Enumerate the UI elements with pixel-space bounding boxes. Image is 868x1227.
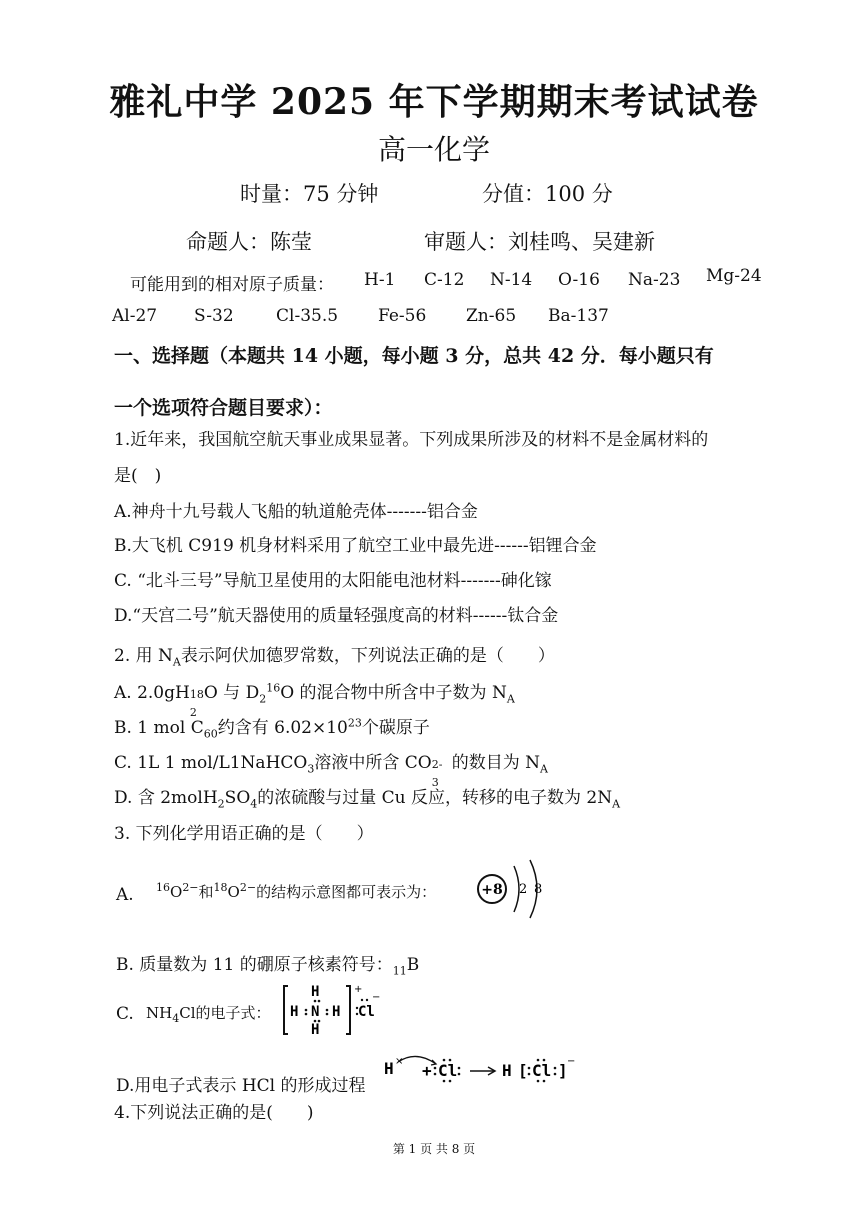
svg-text:H: H [311,984,320,1000]
exam-reviewer: 审题人：刘桂鸣、吴建新 [424,230,655,254]
question-3-option-c: $NH_4Cl$的电子式： [146,1004,271,1025]
atomic-mass-item: Ba-137 [548,306,609,326]
question-2-stem: 2. 用 $N_A$表示阿伏加德罗常数，下列说法正确的是（ ） [114,646,555,669]
shell-2-count: 8 [534,882,543,897]
atomic-mass-item: Na-23 [628,270,681,290]
atomic-mass-item: C-12 [424,270,465,290]
atomic-mass-item: Cl-35.5 [276,306,339,326]
svg-text:Cl: Cl [532,1061,552,1080]
question-1-option-b: B.大飞机 C919 机身材料采用了航空工业中最先进------铝锂合金 [114,536,597,556]
atomic-mass-label: 可能用到的相对原子质量： [130,275,334,295]
atomic-mass-item: N-14 [490,270,533,290]
svg-text:×: × [395,1056,404,1067]
svg-text:H: H [502,1061,512,1080]
exam-title: 雅礼中学 2025 年下学期期末考试试卷 [109,81,759,123]
ammonium-chloride-electron-formula [282,980,392,1040]
svg-text:−: − [372,992,381,1003]
question-1-stem-cont: 是( ) [114,466,162,486]
section-heading: 一、选择题（本题共 14 小题，每小题 3 分，总共 42 分．每小题只有 [114,345,714,367]
question-2-option-b: B. 1 mol $C_{60}$约含有 $6.02\times 10^{23}$个碳原子 [114,716,430,741]
question-1-stem: 1.近年来，我国航空航天事业成果显著。下列成果所涉及的材料不是金属材料的 [114,430,709,450]
exam-subject: 高一化学 [377,133,490,166]
question-1-option-a: A.神舟十九号载人飞船的轨道舱壳体-------铝合金 [114,502,478,522]
question-2-option-c: C. 1L 1 mol/L1NaHCO$_3$溶液中所含 CO 2- 3 的数目为 $N_A$ [114,753,548,789]
svg-text:−: − [567,1056,576,1067]
question-1-option-c: C. “北斗三号”导航卫星使用的太阳能电池材料-------砷化镓 [114,571,552,591]
question-3-option-a: $^{16}O^{2-}$和$^{18}O^{2-}$的结构示意图都可表示为： [156,881,437,901]
question-2-option-d: D. 含 $2molH_2SO_4$的浓硫酸与过量 Cu 反应，转移的电子数为 $2N_A$ [114,788,621,811]
question-3-option-c-label: C. [116,1004,134,1024]
question-1-option-d: D.“天宫二号”航天器使用的质量轻强度高的材料------钛合金 [114,606,559,626]
question-4-stem: 4.下列说法正确的是( ) [114,1103,314,1123]
shell-1-count: 2 [519,882,528,897]
section-heading-cont: 一个选项符合题目要求）： [114,397,333,419]
atom-structure-diagram [474,854,554,924]
nucleus-charge: +8 [481,882,503,898]
exam-score: 分值：100 分 [482,182,613,206]
atomic-mass-item: Fe-56 [378,306,427,326]
atomic-mass-item: H-1 [364,270,396,290]
svg-text:Cl: Cl [358,1004,375,1020]
question-2-option-a: A. 2.0gH 18 2 O 与 $D_2^{16}O$ 的混合物中所含中子数为 $N_A$ [114,681,515,719]
svg-text:Cl: Cl [438,1061,458,1080]
svg-text:+: + [422,1061,432,1080]
svg-text:H: H [311,1022,320,1038]
svg-text:H: H [290,1004,299,1020]
svg-text:]: ] [558,1061,568,1080]
page-number: 第 1 页 共 8 页 [392,1142,476,1156]
svg-text:H: H [332,1004,341,1020]
hcl-formation-diagram [382,1050,592,1090]
atomic-mass-item: O-16 [558,270,600,290]
question-3-option-d: D.用电子式表示 HCl 的形成过程 [116,1076,366,1096]
question-3-option-b: B. 质量数为 11 的硼原子核素符号：$_{11}$B [116,955,420,978]
exam-author: 命题人：陈莹 [186,230,312,254]
svg-text:H: H [384,1059,394,1078]
question-3-option-a-label: A. [116,885,134,905]
exam-duration: 时量：75 分钟 [240,182,379,206]
svg-text:N: N [311,1004,320,1020]
svg-text:[: [ [518,1061,528,1080]
atomic-mass-item: Mg-24 [706,266,762,286]
atomic-mass-item: S-32 [194,306,234,326]
atomic-mass-item: Zn-65 [466,306,517,326]
question-3-stem: 3. 下列化学用语正确的是（ ） [114,824,374,844]
atomic-mass-item: Al-27 [112,306,158,326]
svg-text:+: + [354,984,363,995]
